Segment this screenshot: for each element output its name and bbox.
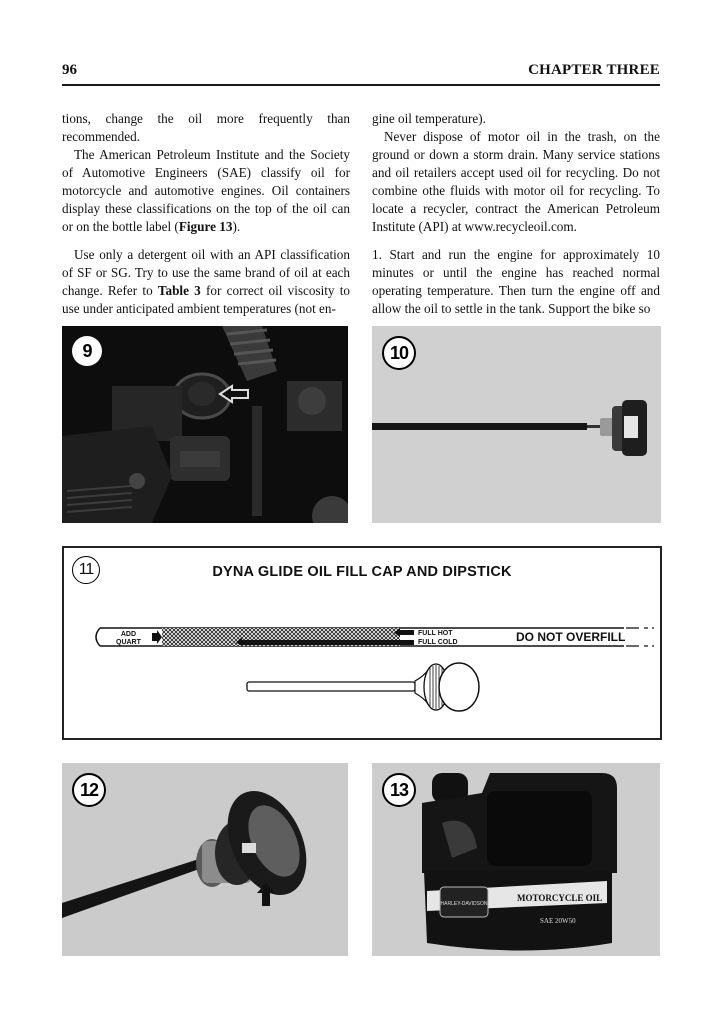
diagram-title: DYNA GLIDE OIL FILL CAP AND DIPSTICK bbox=[212, 564, 512, 580]
step-1: 1. Start and run the engine for approximately 10 minutes or until the engine has reached normal operating temperature. Then turn the engine off and allow the oil to settle in the tank. Support the bike so bbox=[372, 247, 660, 316]
paragraph: The American Petroleum Institute and the Society of Automotive Engineers (SAE) classify oil for motorcycle and automotive engines. Oil containers display these classifications on the top of the oil can or on the bottle label (Figure 13). bbox=[62, 147, 350, 234]
page-number: 96 bbox=[62, 62, 77, 78]
figure-number-badge: 11 bbox=[72, 556, 100, 584]
overfill-warning: DO NOT OVERFILL bbox=[516, 630, 626, 644]
figure-number-badge: 12 bbox=[72, 773, 106, 807]
figure-11-diagram bbox=[62, 546, 662, 740]
figure-number-badge: 10 bbox=[382, 336, 416, 370]
figure-number-badge: 9 bbox=[72, 336, 102, 366]
left-column bbox=[62, 110, 350, 318]
table-reference: Table 3 bbox=[157, 283, 201, 298]
engine-photo bbox=[62, 326, 348, 523]
figure-10-photo bbox=[372, 326, 661, 523]
figure-12-photo bbox=[62, 763, 348, 956]
paragraph: Never dispose of motor oil in the trash, on the ground or down a storm drain. Many service stations and oil retailers accept used oil for recycling. Do not combine othe fluids with motor oil for recycling. To locate a recycler, contract the American Petroleum Institute (API) at www.recycleoil.com. bbox=[372, 129, 660, 234]
paragraph: gine oil temperature). bbox=[372, 111, 486, 126]
paragraph: Use only a detergent oil with an API classification of SF or SG. Try to use the same brand of oil at each change. Refer to Table 3 for correct oil viscosity to use under anticipated ambient temperatures (not en- bbox=[62, 247, 351, 316]
figure-reference: Figure 13 bbox=[178, 219, 233, 234]
add-quart-label: ADD QUART bbox=[116, 631, 141, 646]
full-level-labels: FULL HOT FULL COLD bbox=[418, 630, 458, 646]
paragraph: tions, change the oil more frequently than recommended. bbox=[62, 111, 350, 144]
svg-text:HARLEY-DAVIDSON: HARLEY-DAVIDSON bbox=[440, 901, 488, 907]
figure-number-badge: 13 bbox=[382, 773, 416, 807]
chapter-title: CHAPTER THREE bbox=[528, 62, 660, 78]
header-rule bbox=[62, 84, 660, 86]
svg-text:SAE 20W50: SAE 20W50 bbox=[540, 917, 576, 925]
figure-9-photo bbox=[62, 326, 348, 523]
svg-text:MOTORCYCLE OIL: MOTORCYCLE OIL bbox=[517, 893, 603, 903]
page-header bbox=[62, 62, 660, 84]
figure-13-photo bbox=[372, 763, 660, 956]
right-column bbox=[372, 110, 660, 318]
